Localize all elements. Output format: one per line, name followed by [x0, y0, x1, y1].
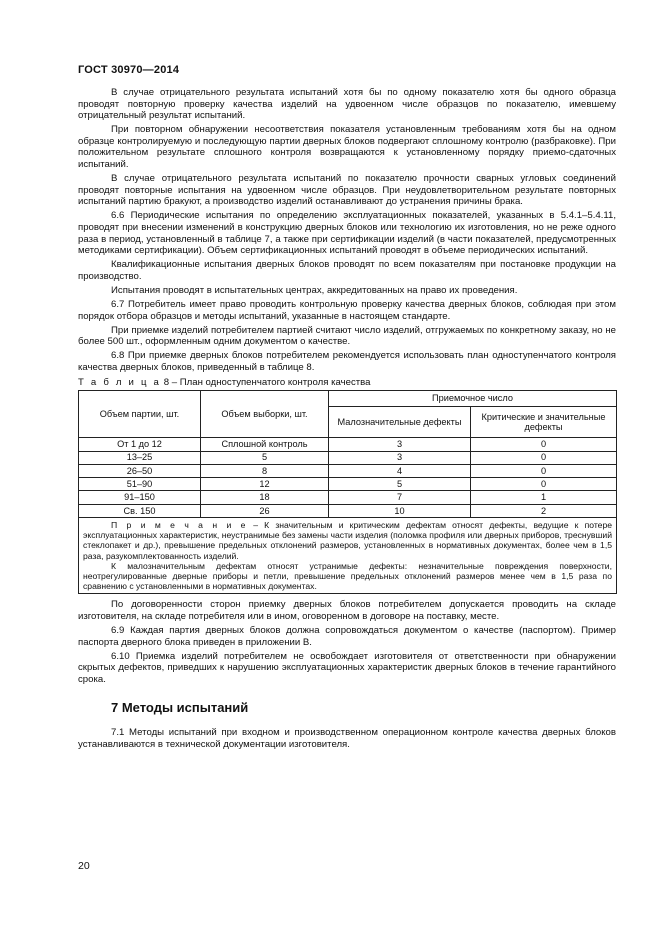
cell-sample: 18	[201, 491, 329, 504]
paragraph: 7.1 Методы испытаний при входном и производственном операционном контроле качества дверных блоков устанавливаются в технической документации изготовителя.	[78, 727, 616, 750]
paragraph: При повторном обнаружении несоответствия показателя установленным требованиям хотя бы на одном образце контролируемую и последующую партии дверных блоков подвергают сплошному контролю (разбраковке). При положительном результате сплошного контроля возвращаются к установленному порядку приемо-сдаточных испытаний.	[78, 124, 616, 171]
paragraph: В случае отрицательного результата испытаний хотя бы по одному показателю хотя бы одного образца проводят повторную проверку качества изделий на удвоенном числе образцов по показателю, имевшему отрицательный результат испытаний.	[78, 87, 616, 122]
cell-minor: 4	[329, 464, 471, 477]
cell-critical: 2	[471, 504, 617, 517]
paragraph: Квалификационные испытания дверных блоков проводят по всем показателям при постановке продукции на производство.	[78, 259, 616, 282]
paragraph: В случае отрицательного результата испытаний по показателю прочности сварных угловых соединений проводят повторные испытания на удвоенном числе образцов. При неудовлетворительном результате повторных испытаний партию бракуют, а производство изделий останавливают до устранения причины брака.	[78, 173, 616, 208]
cell-lot: От 1 до 12	[79, 438, 201, 451]
cell-sample: 5	[201, 451, 329, 464]
page-content	[78, 87, 616, 753]
cell-critical: 0	[471, 451, 617, 464]
table-note	[79, 518, 617, 594]
cell-critical: 0	[471, 438, 617, 451]
table-row	[79, 438, 617, 451]
cell-sample: Сплошной контроль	[201, 438, 329, 451]
header-sample-size: Объем выборки, шт.	[201, 391, 329, 438]
cell-critical: 0	[471, 464, 617, 477]
paragraph: При приемке изделий потребителем партией считают число изделий, отгружаемых по конкретному заказу, но не более 500 шт., оформленным одним документом о качестве.	[78, 324, 616, 348]
table-note-paragraph	[83, 520, 612, 561]
table-row	[79, 491, 617, 504]
table-row	[79, 451, 617, 464]
document-header: ГОСТ 30970—2014	[78, 64, 180, 76]
section-heading: 7 Методы испытаний	[111, 699, 249, 715]
paragraph: 6.10 Приемка изделий потребителем не освобождает изготовителя от ответственности при обнаружении скрытых дефектов, приведших к нарушению эксплуатационных характеристик дверных блоков в течение гарантийного срока.	[78, 650, 616, 686]
header-lot-size: Объем партии, шт.	[79, 391, 201, 438]
note-label: П р и м е ч а н и е	[111, 520, 248, 531]
table-row	[79, 478, 617, 491]
cell-sample: 8	[201, 464, 329, 477]
paragraph: Испытания проводят в испытательных центрах, аккредитованных на право их проведения.	[111, 285, 518, 296]
cell-minor: 10	[329, 504, 471, 517]
cell-critical: 0	[471, 478, 617, 491]
cell-critical: 1	[471, 491, 617, 504]
paragraph: По договоренности сторон приемку дверных блоков потребителем допускается проводить на складе изготовителя, на складе потребителя или в ином, оговоренном в договоре на поставку, месте.	[78, 599, 616, 623]
page-number: 20	[78, 860, 90, 872]
cell-lot: 26–50	[79, 464, 201, 477]
note-text: – К значительным и критическим дефектам относят дефекты, ведущие к потере эксплуатационных характеристик, неустранимые без замены части изделия (поломка профиля или дверных приборов, треснувший стеклопакет и др.), превышение предельных отклонений размеров, установленных в нормативных документах, более чем в 1,5 раза, разукомплектованность изделий.	[83, 520, 613, 561]
cell-lot: 51–90	[79, 478, 201, 491]
cell-lot: Св. 150	[79, 504, 201, 517]
table-row	[79, 504, 617, 517]
table-title-text: 8 – План одноступенчатого контроля качества	[161, 376, 371, 388]
table-note-paragraph: К малозначительным дефектам относят устранимые дефекты: незначительные повреждения поверхности, неотрегулированные дверные приборы и петли, превышение предельных отклонений размеров менее чем в 1,5 раза по сравнению с установленными в нормативных документах.	[83, 560, 612, 592]
table-title	[78, 377, 616, 389]
cell-minor: 3	[329, 451, 471, 464]
cell-minor: 5	[329, 478, 471, 491]
cell-sample: 12	[201, 478, 329, 491]
header-minor-defects: Малозначительные дефекты	[329, 406, 471, 438]
header-acceptance-number: Приемочное число	[329, 391, 617, 406]
cell-lot: 13–25	[79, 451, 201, 464]
paragraph: 6.6 Периодические испытания по определению эксплуатационных показателей, указанных в 5.4.1–5.4.11, проводят при внесении изменений в конструкцию дверных блоков или технологию их изготовления, но не реже одного раза в период, установленный в таблице 7, а также при сертификации изделий (в части показателей, предусмотренных методиками сертификации). Объем сертификационных испытаний проводят в объеме периодических испытаний.	[78, 210, 616, 257]
paragraph: 6.7 Потребитель имеет право проводить контрольную проверку качества дверных блоков, соблюдая при этом порядок отбора образцов и методы испытаний, указанные в настоящем стандарте.	[78, 299, 616, 322]
cell-minor: 3	[329, 438, 471, 451]
cell-minor: 7	[329, 491, 471, 504]
paragraph: 6.8 При приемке дверных блоков потребителем рекомендуется использовать план одноступенчатого контроля качества дверных блоков, приведенный в таблице 8.	[78, 350, 616, 374]
header-critical-defects: Критические и значительные дефекты	[471, 406, 617, 438]
inspection-plan-table	[78, 390, 617, 594]
cell-lot: 91–150	[79, 491, 201, 504]
paragraph: 6.9 Каждая партия дверных блоков должна сопровождаться документом о качестве (паспортом). Пример паспорта дверного блока приведен в приложении В.	[78, 625, 616, 648]
table-row	[79, 464, 617, 477]
table-title-prefix: Т а б л и ц а	[78, 376, 162, 388]
cell-sample: 26	[201, 504, 329, 517]
